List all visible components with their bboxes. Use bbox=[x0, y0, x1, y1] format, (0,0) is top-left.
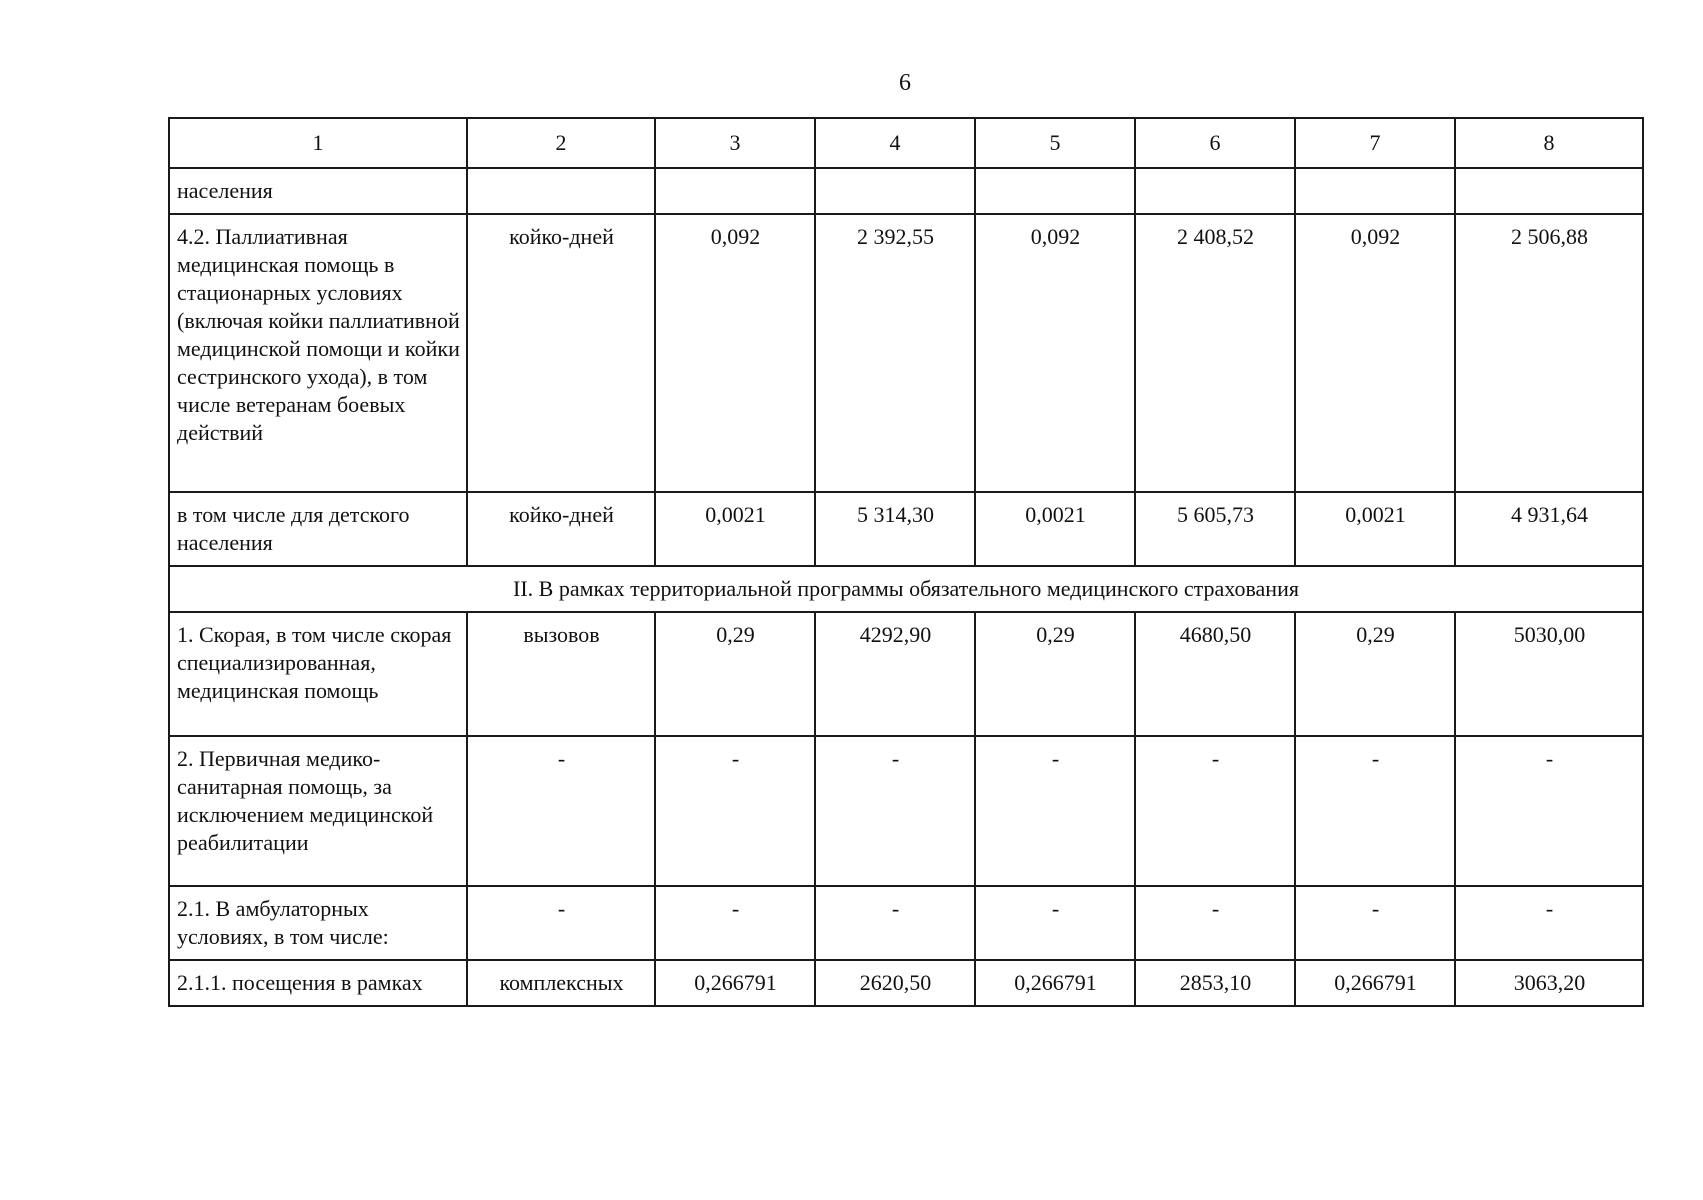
row-label-cell: 2.1.1. посещения в рамках bbox=[169, 960, 467, 1006]
table-cell bbox=[655, 168, 815, 214]
table-cell: - bbox=[815, 736, 975, 886]
table-cell bbox=[1455, 168, 1643, 214]
table-cell: - bbox=[975, 886, 1135, 960]
table-cell: 0,29 bbox=[975, 612, 1135, 736]
row-label-cell: 4.2. Паллиативная медицинская помощь в стационарных условиях (включая койки паллиативной медицинской помощи и койки сестринского ухода), в том числе ветеранам боевых действий bbox=[169, 214, 467, 492]
table-cell: 0,092 bbox=[975, 214, 1135, 492]
table-cell bbox=[1295, 168, 1455, 214]
table-cell: - bbox=[1295, 736, 1455, 886]
table-cell: - bbox=[655, 886, 815, 960]
header-cell: 6 bbox=[1135, 118, 1295, 168]
table-cell: койко-дней bbox=[467, 492, 655, 566]
table-cell: 2 506,88 bbox=[1455, 214, 1643, 492]
table-cell: 0,092 bbox=[1295, 214, 1455, 492]
table-cell bbox=[1135, 168, 1295, 214]
table-cell: - bbox=[467, 886, 655, 960]
table-cell: - bbox=[975, 736, 1135, 886]
header-cell: 5 bbox=[975, 118, 1135, 168]
table-cell: - bbox=[1295, 886, 1455, 960]
table-row bbox=[169, 492, 1643, 566]
table-cell: 3063,20 bbox=[1455, 960, 1643, 1006]
row-label-cell: 1. Скорая, в том числе скорая специализированная, медицинская помощь bbox=[169, 612, 467, 736]
section-title: II. В рамках территориальной программы обязательного медицинского страхования bbox=[169, 566, 1643, 612]
table-row bbox=[169, 214, 1643, 492]
row-label-cell: 2. Первичная медико-санитарная помощь, за исключением медицинской реабилитации bbox=[169, 736, 467, 886]
table-cell: 0,29 bbox=[655, 612, 815, 736]
table-header-row bbox=[169, 118, 1643, 168]
header-cell: 3 bbox=[655, 118, 815, 168]
table-cell: 5 314,30 bbox=[815, 492, 975, 566]
table-cell: 0,0021 bbox=[975, 492, 1135, 566]
table-cell: 5 605,73 bbox=[1135, 492, 1295, 566]
table-cell: 0,266791 bbox=[1295, 960, 1455, 1006]
table-cell: - bbox=[1135, 886, 1295, 960]
header-cell: 4 bbox=[815, 118, 975, 168]
table-cell: - bbox=[467, 736, 655, 886]
page-number: 6 bbox=[899, 70, 911, 96]
section-header-row bbox=[169, 566, 1643, 612]
table-row bbox=[169, 960, 1643, 1006]
table-body bbox=[169, 118, 1643, 1006]
table-cell: 2 408,52 bbox=[1135, 214, 1295, 492]
table-cell: 0,266791 bbox=[975, 960, 1135, 1006]
table-cell bbox=[467, 168, 655, 214]
header-cell: 7 bbox=[1295, 118, 1455, 168]
table-row bbox=[169, 736, 1643, 886]
header-cell: 8 bbox=[1455, 118, 1643, 168]
table-cell: комплексных bbox=[467, 960, 655, 1006]
table-cell: 2 392,55 bbox=[815, 214, 975, 492]
table-cell: - bbox=[1455, 886, 1643, 960]
table-cell: 2620,50 bbox=[815, 960, 975, 1006]
table-cell: - bbox=[1455, 736, 1643, 886]
row-label-cell: в том числе для детского населения bbox=[169, 492, 467, 566]
table-cell: 4292,90 bbox=[815, 612, 975, 736]
row-label-cell: 2.1. В амбулаторных условиях, в том числе: bbox=[169, 886, 467, 960]
header-cell: 2 bbox=[467, 118, 655, 168]
table-cell: вызовов bbox=[467, 612, 655, 736]
header-cell: 1 bbox=[169, 118, 467, 168]
table-cell bbox=[815, 168, 975, 214]
table-cell: койко-дней bbox=[467, 214, 655, 492]
table-cell: 0,0021 bbox=[655, 492, 815, 566]
table-cell: 5030,00 bbox=[1455, 612, 1643, 736]
table-cell: 0,092 bbox=[655, 214, 815, 492]
table-cell: - bbox=[815, 886, 975, 960]
table-row bbox=[169, 886, 1643, 960]
table-cell: 4680,50 bbox=[1135, 612, 1295, 736]
table-cell: - bbox=[655, 736, 815, 886]
data-table bbox=[168, 117, 1644, 1007]
table-cell: 4 931,64 bbox=[1455, 492, 1643, 566]
table-cell: 0,266791 bbox=[655, 960, 815, 1006]
table-cell: 0,0021 bbox=[1295, 492, 1455, 566]
table-cell bbox=[975, 168, 1135, 214]
table-row bbox=[169, 168, 1643, 214]
table-row bbox=[169, 612, 1643, 736]
table-cell: 2853,10 bbox=[1135, 960, 1295, 1006]
table-cell: 0,29 bbox=[1295, 612, 1455, 736]
table-cell: - bbox=[1135, 736, 1295, 886]
row-label-cell: населения bbox=[169, 168, 467, 214]
